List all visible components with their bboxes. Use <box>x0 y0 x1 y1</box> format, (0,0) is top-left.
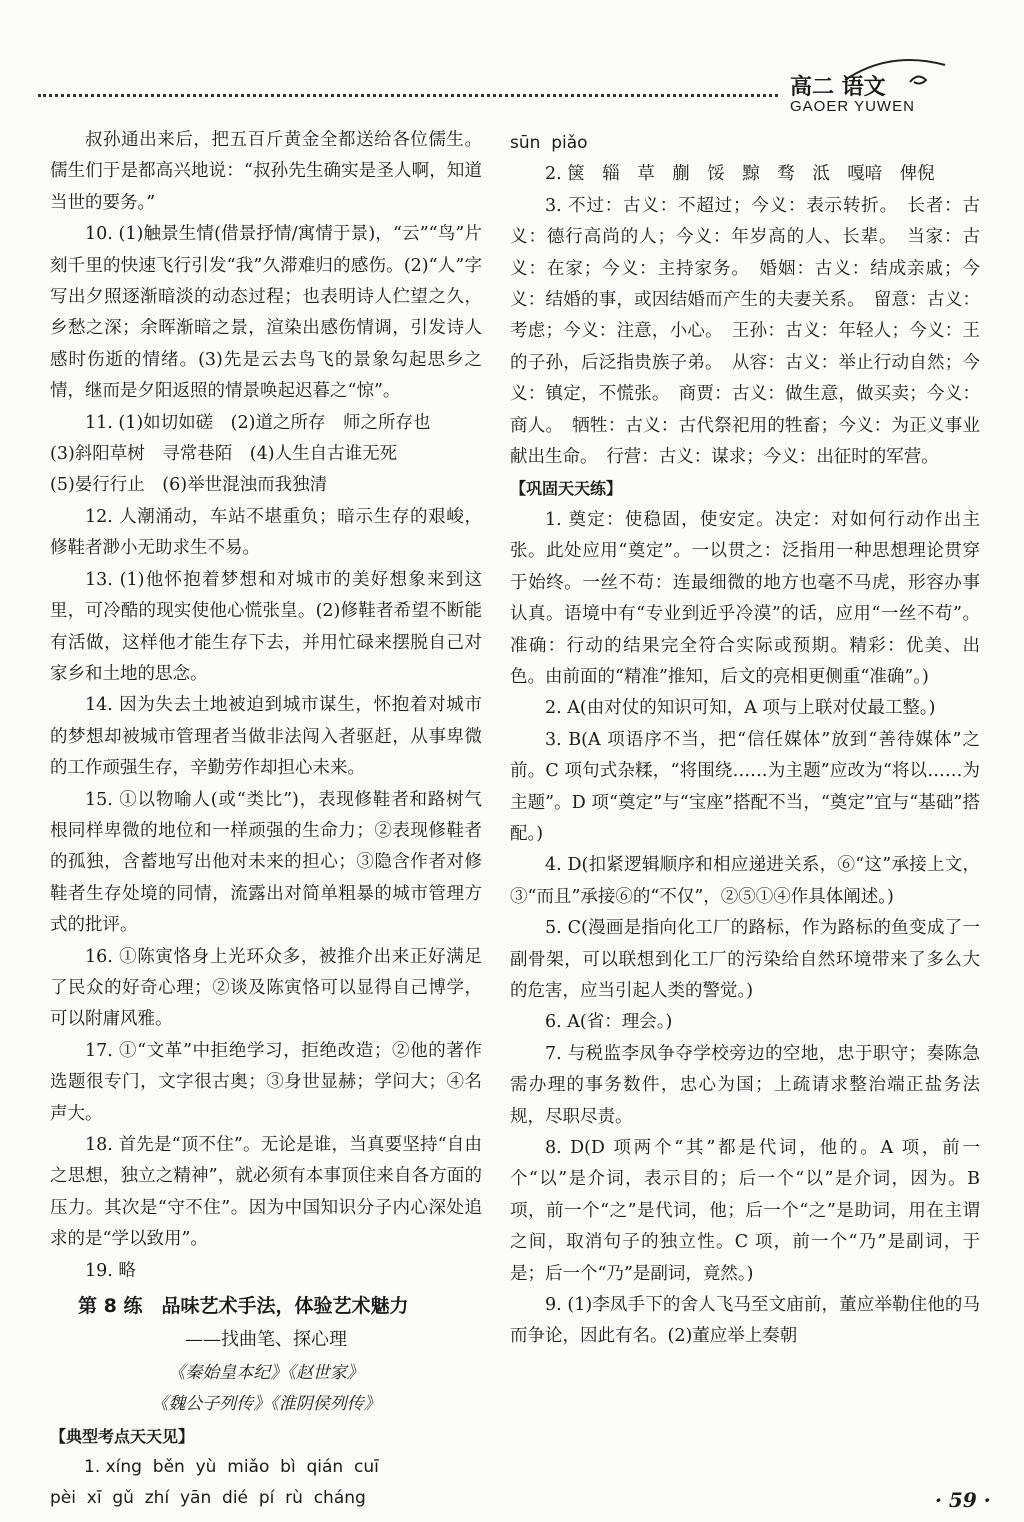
answer-para: 叔孙通出来后，把五百斤黄金全都送给各位儒生。儒生们于是都高兴地说：“叔孙先生确实是圣人啊，知道当世的要务。” <box>50 130 482 213</box>
answer-para: (3)斜阳草树 寻常巷陌 (4)人生自古谁无死 <box>50 444 398 465</box>
answer-para: 16. ①陈寅恪身上光环众多，被推介出来正好满足了民众的好奇心理；②谈及陈寅恪可以显得自己博学，可以附庸风雅。 <box>50 946 482 1030</box>
header-dotted-rule <box>38 94 778 97</box>
section-subtitle: ——找曲笔、探心理 <box>185 1329 347 1351</box>
answer-para: 2. 箧 辎 草 蒯 馁 黥 骛 泜 嘎喑 俾倪 <box>545 164 935 185</box>
header-subtitle: GAOER YUWEN <box>790 98 915 115</box>
page-number: · 59 · <box>935 1488 991 1512</box>
answer-para: 6. A(省：理会。) <box>545 1012 673 1033</box>
answer-para: 9. (1)李凤手下的舍人飞马至文庙前，董应举勒住他的马而争论，因此有名。(2)董应举上奏朝 <box>510 1295 980 1347</box>
answer-para: 8. D(D 项两个“其”都是代词，他的。A 项，前一个“以”是介词，表示目的；后一个“以”是介词，因为。B 项，前一个“之”是代词，他；后一个“之”是助词，用在主谓之间，取消句子的独立性。C 项，前一个“乃”是副词，于是；后一个“乃”是副词，竟然。) <box>510 1138 980 1284</box>
answer-para: 15. ①以物喻人(或“类比”)，表现修鞋者和路树气根同样卑微的地位和一样顽强的生命力；②表现修鞋者的孤独，含蓄地写出他对未来的担心；③隐含作者对修鞋者生存处境的同情，流露出对简单粗暴的城市管理方式的批评。 <box>50 789 482 936</box>
answer-para: 19. 略 <box>85 1260 136 1281</box>
answer-para: 1. 奠定：使稳固，使安定。决定：对如何行动作出主张。此处应用“奠定”。一以贯之：泛指用一种思想理论贯穿于始终。一丝不苟：连最细微的地方也毫不马虎，形容办事认真。语境中有“专业到近乎冷漠”的话，应用“一丝不苟”。准确：行动的结果完全符合实际或预期。精彩：优美、出色。由前面的“精准”推知，后文的亮相更侧重“准确”。) <box>510 509 980 687</box>
answer-para: 3. B(A 项语序不当，把“信任媒体”放到“善待媒体”之前。C 项句式杂糅，“将围绕……为主题”应改为“将以……为主题”。D 项“奠定”与“宝座”搭配不当，“奠定”宜与“基础”搭配。) <box>510 729 980 844</box>
answer-para: 13. (1)他怀抱着梦想和对城市的美好想象来到这里，可冷酷的现实使他心慌张皇。(2)修鞋者希望不断能有活做，这样他才能生存下去，并用忙碌来摆脱自己对家乡和土地的思念。 <box>50 569 482 684</box>
book-titles: 《秦始皇本纪》《赵世家》 <box>168 1362 364 1383</box>
answer-para: 18. 首先是“顶不住”。无论是谁，当真要坚持“自由之思想，独立之精神”，就必须有本事顶住来自各方面的压力。其次是“守不住”。因为中国知识分子内心深处追求的是“学以致用”。 <box>50 1135 482 1250</box>
pinyin-line: sūn piǎo <box>510 133 588 153</box>
book-titles: 《魏公子列传》《淮阴侯列传》 <box>151 1394 381 1415</box>
answer-para: 2. A(由对仗的知识可知，A 项与上联对仗最工整。) <box>545 698 936 719</box>
answer-para: 12. 人潮涌动，车站不堪重负；暗示生存的艰峻，修鞋者渺小无助求生不易。 <box>50 506 482 559</box>
answer-para: 4. D(扣紧逻辑顺序和相应递进关系，⑥“这”承接上文，③“而且”承接⑥的“不仅”，②⑤①④作具体阐述。) <box>510 855 980 907</box>
answer-para: 11. (1)如切如磋 (2)道之所存 师之所存也 <box>85 412 431 433</box>
header-title: 高二 语文 <box>790 75 886 100</box>
answer-para: 10. (1)触景生情(借景抒情/寓情于景)，“云”“鸟”片刻千里的快速飞行引发“我”久滞难归的感伤。(2)“人”字写出夕照逐渐暗淡的动态过程；也表明诗人伫望之久，乡愁之深；余晖渐暗之景，渲染出感伤情调，引发诗人感时伤逝的情绪。(3)先是云去鸟飞的景象勾起思乡之情，继而是夕阳返照的情景唤起迟暮之“惊”。 <box>50 224 482 402</box>
pinyin-line: pèi xī gǔ zhí yān dié pí rù cháng <box>50 1488 366 1509</box>
left-column <box>50 125 482 1515</box>
answer-para: 17. ①“文革”中拒绝学习，拒绝改造；②他的著作选题很专门，文字很古奥；③身世显赫；学问大；④名声大。 <box>50 1040 482 1124</box>
answer-para: 14. 因为失去土地被迫到城市谋生，怀抱着对城市的梦想却被城市管理者当做非法闯入者驱赶，从事卑微的工作顽强生存，辛勤劳作却担心未来。 <box>50 695 482 779</box>
section-title: 第 8 练 品味艺术手法，体验艺术魅力 <box>78 1295 409 1318</box>
answer-para: (5)晏行行止 (6)举世混浊而我独清 <box>50 475 328 496</box>
section-tag: 【巩固天天练】 <box>510 479 623 499</box>
answer-para: 3. 不过：古义：不超过；今义：表示转折。 长者：古义：德行高尚的人；今义：年岁高的人、长辈。 当家：古义：在家；今义：主持家务。 婚姻：古义：结成亲戚；今义：结婚的事，或因结婚而产生的夫妻关系。 留意：古义：考虑；今义：注意，小心。 王孙：古义：年轻人；今义：王的子孙，后泛指贵族子弟。 从容：古义：举止行动自然；今义：镇定，不慌张。 商贾：古义：做生意，做买卖；今义：商人。 牺牲：古义：古代祭祀用的牲畜；今义：为正义事业献出生命。 行营：古义：谋求；今义：出征时的军营。 <box>510 195 980 468</box>
pinyin-line: 1. xíng běn yù miǎo bì qián cuī <box>84 1457 379 1478</box>
right-column <box>510 128 980 1353</box>
section-tag: 【典型考点天天见】 <box>50 1426 195 1446</box>
answer-para: 7. 与税监李凤争夺学校旁边的空地，忠于职守；奏陈急需办理的事务数件，忠心为国；上疏请求整治端正盐务法规，尽职尽责。 <box>510 1043 980 1127</box>
answer-para: 5. C(漫画是指向化工厂的路标，作为路标的鱼变成了一副骨架，可以联想到化工厂的污染给自然环境带来了多么大的危害，应当引起人类的警觉。) <box>510 918 980 1001</box>
